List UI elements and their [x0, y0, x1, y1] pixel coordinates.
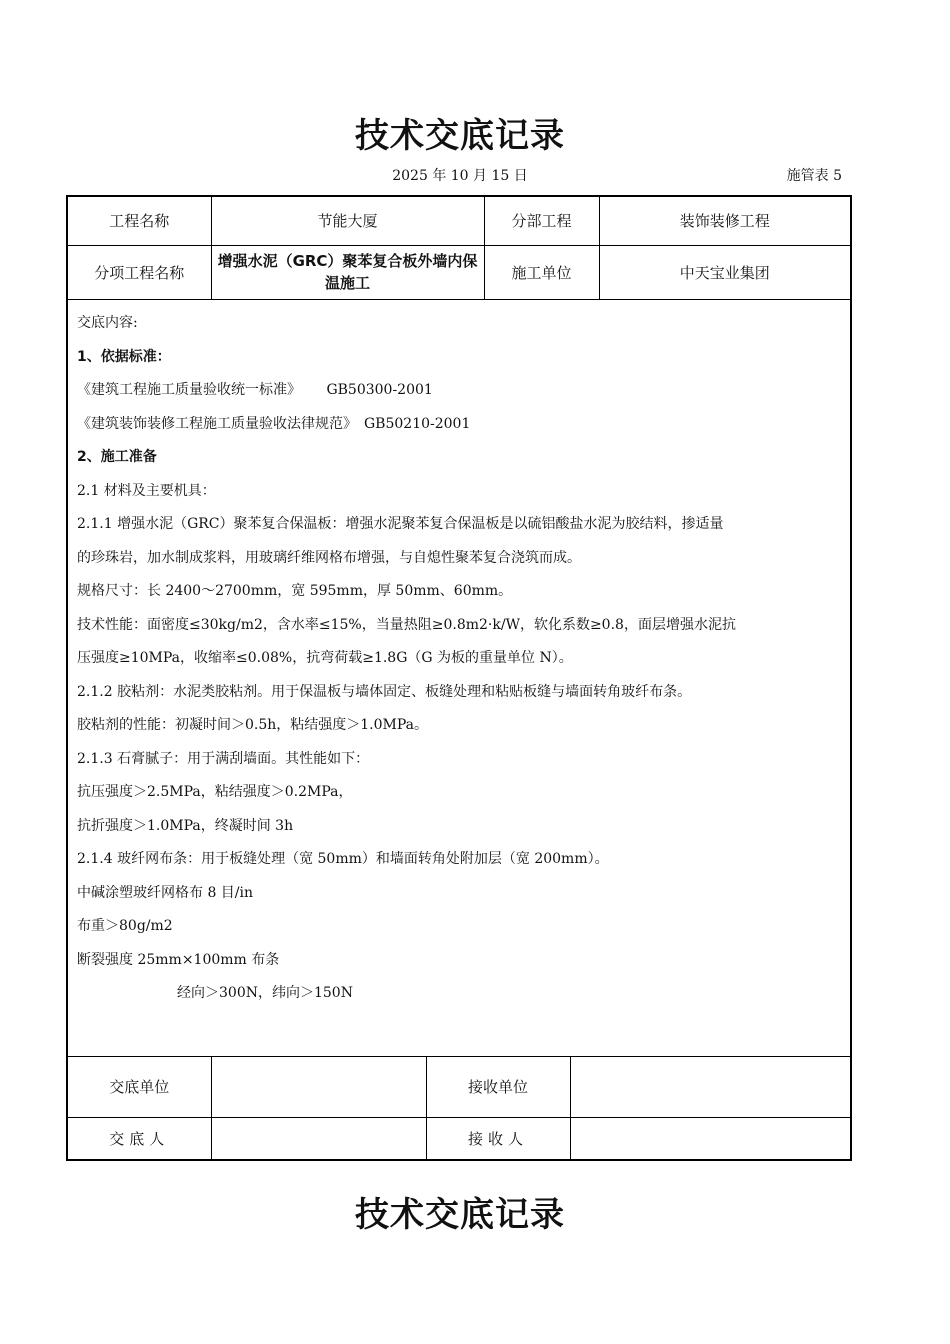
signature-table: [68, 1057, 850, 1160]
content-line: 胶粘剂的性能：初凝时间＞0.5h，粘结强度＞1.0MPa。: [77, 717, 429, 733]
disclosure-content: [68, 299, 850, 1057]
content-line: 2.1.2 胶粘剂：水泥类胶粘剂。用于保温板与墙体固定、板缝处理和粘贴板缝与墙面转角玻纤布条。: [77, 683, 692, 700]
receiver-field[interactable]: [570, 1117, 850, 1160]
content-line: 压强度≥10MPa，收缩率≤0.08%，抗弯荷载≥1.8G（G 为板的重量单位 N）。: [77, 650, 573, 666]
content-line: 断裂强度 25mm×100mm 布条: [77, 951, 280, 968]
project-info-table: [68, 197, 850, 300]
receiver-unit-field[interactable]: [570, 1057, 850, 1117]
construction-unit-label: 施工单位: [484, 245, 599, 299]
section-heading: 1、依据标准：: [77, 348, 171, 365]
division-label: 分部工程: [484, 197, 599, 245]
content-line: 2.1.4 玻纤网布条：用于板缝处理（宽 50mm）和墙面转角处附加层（宽 200mm）。: [77, 851, 609, 867]
subitem-label: 分项工程名称: [68, 245, 211, 299]
issuer-label: 交底人: [68, 1117, 211, 1160]
project-name-label: 工程名称: [68, 197, 211, 245]
division-value: 装饰装修工程: [599, 197, 850, 245]
content-line: 经向＞300N，纬向＞150N: [177, 985, 353, 1001]
content-line: 抗折强度＞1.0MPa，终凝时间 3h: [77, 817, 294, 834]
content-line: 布重＞80g/m2: [77, 918, 173, 934]
document-date: 2025 年 10 月 15 日: [392, 168, 528, 184]
receiver-unit-label: 接收单位: [426, 1057, 570, 1117]
content-line: 2.1.3 石膏腻子：用于满刮墙面。其性能如下：: [77, 750, 370, 767]
content-line: 《建筑装饰装修工程施工质量验收法律规范》 GB50210-2001: [77, 415, 471, 432]
issuer-field[interactable]: [211, 1117, 426, 1160]
document-title: 技术交底记录: [355, 116, 565, 156]
content-line: 技术性能：面密度≤30kg/m2，含水率≤15%，当量热阻≥0.8m2·k/W，软化系数≥0.8，面层增强水泥抗: [77, 616, 736, 633]
content-line: 2.1.1 增强水泥（GRC）聚苯复合保温板：增强水泥聚苯复合保温板是以硫铝酸盐水泥为胶结料，掺适量: [77, 516, 724, 532]
content-line: 中碱涂塑玻纤网格布 8 目/in: [77, 884, 254, 901]
content-line: 的珍珠岩，加水制成浆料，用玻璃纤维网格布增强，与自熄性聚苯复合浇筑而成。: [77, 549, 581, 566]
receiver-label: 接收人: [426, 1117, 570, 1160]
content-line: 2.1 材料及主要机具：: [77, 482, 216, 499]
subitem-value: 增强水泥（GRC）聚苯复合板外墙内保温施工: [211, 245, 484, 299]
content-line: 《建筑工程施工质量验收统一标准》 GB50300-2001: [77, 382, 433, 398]
content-line: 抗压强度＞2.5MPa，粘结强度＞0.2MPa，: [77, 784, 353, 800]
form-number: 施管表 5: [786, 168, 842, 184]
issuer-unit-label: 交底单位: [68, 1057, 211, 1117]
section-heading: 2、施工准备: [77, 449, 157, 465]
construction-unit-value: 中天宝业集团: [599, 245, 850, 299]
content-line: 规格尺寸：长 2400～2700mm，宽 595mm，厚 50mm、60mm。: [77, 583, 513, 599]
content-heading: 交底内容:: [77, 315, 138, 331]
next-page-title: 技术交底记录: [355, 1195, 565, 1235]
project-name-value: 节能大厦: [211, 197, 484, 245]
record-sheet: [66, 195, 852, 1161]
issuer-unit-field[interactable]: [211, 1057, 426, 1117]
